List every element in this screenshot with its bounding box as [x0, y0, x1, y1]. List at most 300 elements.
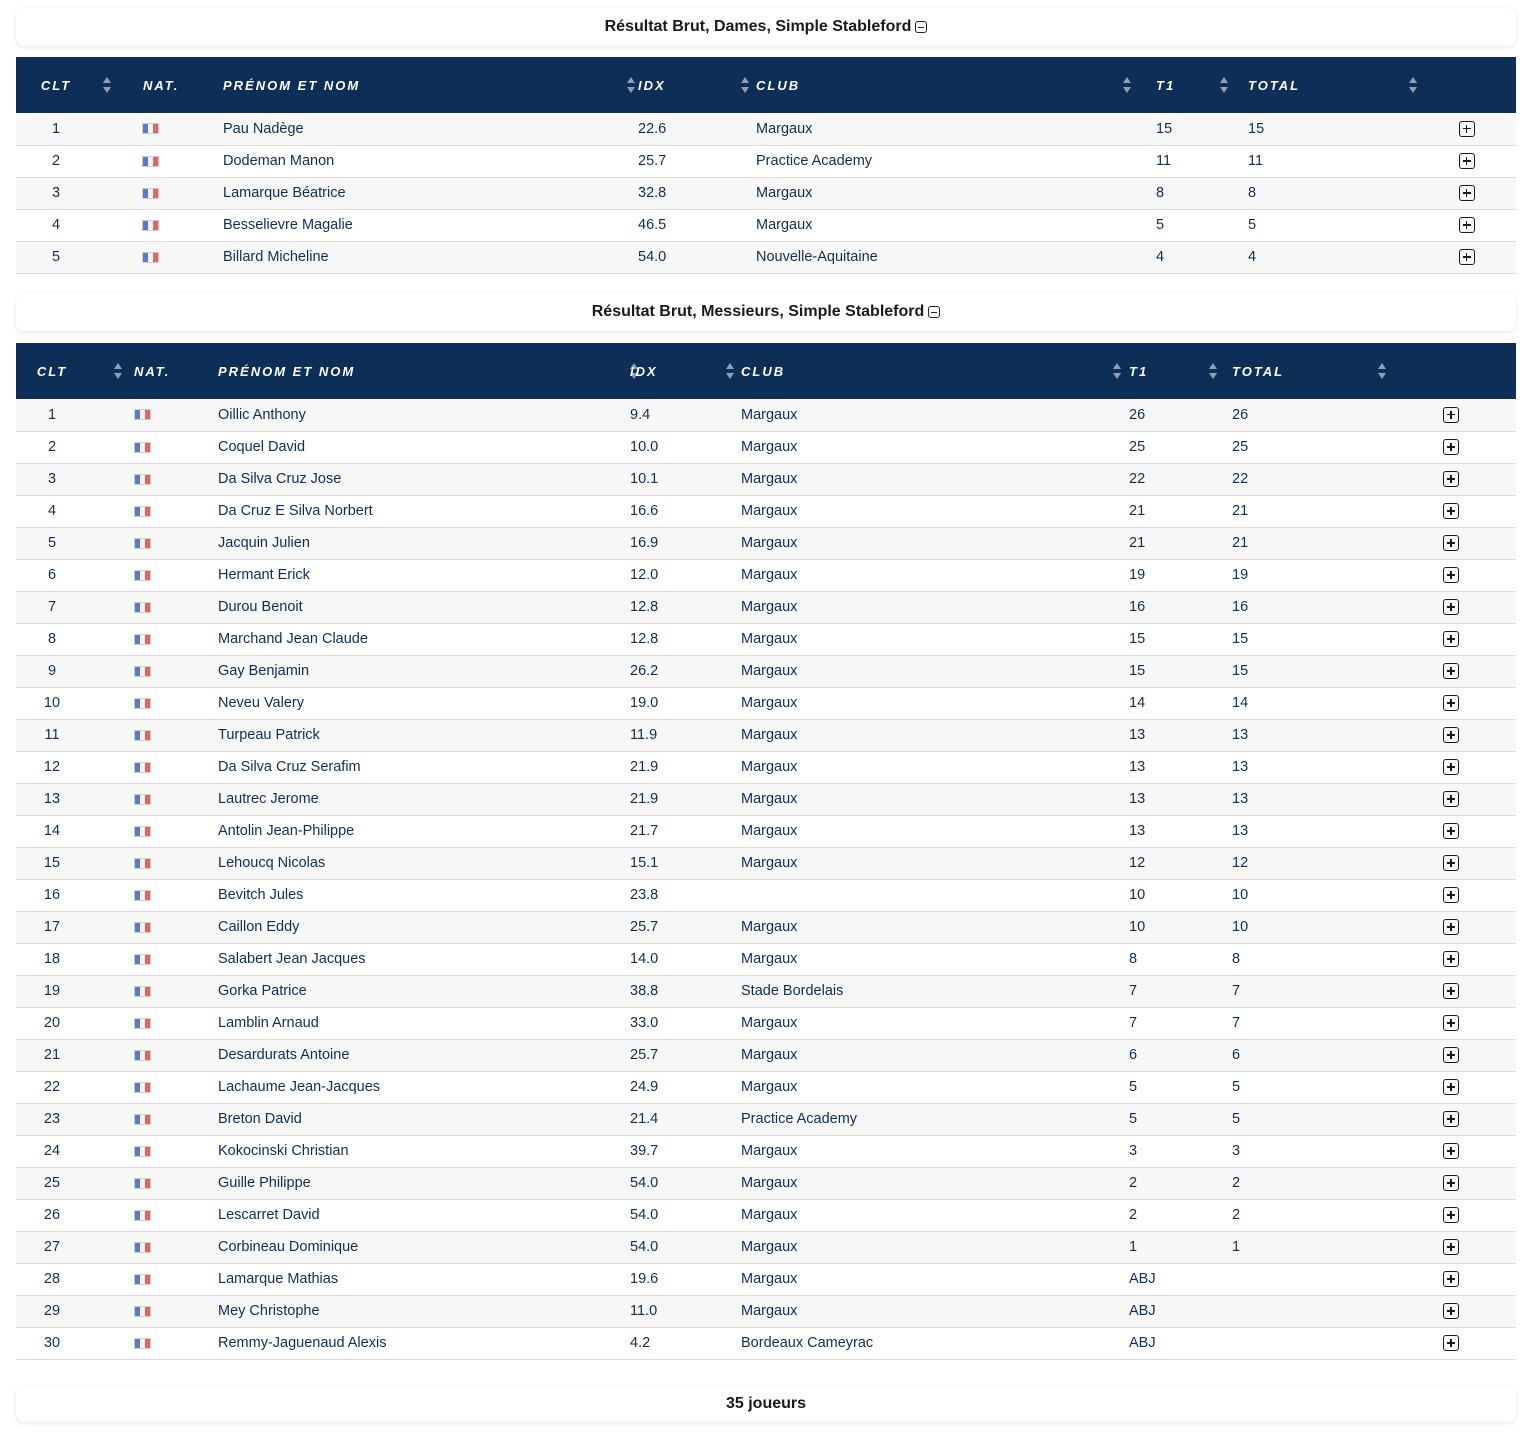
total-cell: [1217, 1263, 1386, 1295]
index-cell: 4.2: [630, 1335, 651, 1351]
nationality-cell: [88, 943, 218, 975]
row-expand-cell: [1386, 495, 1516, 527]
index-cell: 54.0: [630, 1239, 659, 1255]
t1-cell: 21: [1129, 535, 1146, 551]
club-cell: Margaux: [756, 120, 813, 137]
row-expand-cell: [1386, 463, 1516, 495]
plus-square-icon[interactable]: [1443, 1335, 1459, 1351]
player-name-cell: Hermant Erick: [218, 567, 310, 583]
player-name-cell: Lachaume Jean-Jacques: [218, 1079, 381, 1095]
column-header-idx[interactable]: IDX: [638, 57, 756, 113]
plus-square-icon[interactable]: [1443, 1015, 1459, 1031]
row-expand-cell: [1386, 1167, 1516, 1199]
index-cell: 15.1: [630, 855, 659, 871]
rank-cell: 8: [47, 631, 57, 647]
total-cell: 2: [1232, 1175, 1241, 1191]
player-name-cell: Bevitch Jules: [218, 887, 304, 903]
nationality-cell: [88, 527, 218, 559]
nationality-cell: [96, 177, 223, 209]
row-expand-cell: [1417, 113, 1516, 145]
france-flag-icon: [134, 1242, 151, 1253]
row-expand-cell: [1386, 623, 1516, 655]
index-cell: 10.1: [630, 471, 659, 487]
sort-icon[interactable]: [741, 77, 750, 93]
table-row: [16, 1103, 1516, 1135]
nationality-cell: [88, 1039, 218, 1071]
section-title-text: Résultat Brut, Messieurs, Simple Stableford: [591, 303, 925, 320]
france-flag-icon: [142, 123, 159, 134]
t1-cell: 2: [1129, 1175, 1138, 1191]
sort-icon[interactable]: [1123, 77, 1132, 93]
row-expand-cell: [1386, 399, 1516, 431]
france-flag-icon: [142, 252, 159, 263]
t1-cell: 15: [1129, 631, 1146, 647]
table-row: [16, 1007, 1516, 1039]
total-cell: 14: [1232, 695, 1249, 711]
total-cell: 10: [1232, 919, 1249, 935]
t1-cell: 26: [1129, 406, 1146, 423]
plus-square-icon[interactable]: [1443, 407, 1459, 423]
player-name-cell: Lamblin Arnaud: [218, 1015, 319, 1031]
plus-square-icon[interactable]: [1443, 1175, 1459, 1191]
nationality-cell: [96, 113, 223, 145]
club-cell: Nouvelle-Aquitaine: [756, 249, 878, 265]
table-row: [16, 145, 1516, 177]
index-cell: 24.9: [630, 1079, 659, 1095]
club-cell: Margaux: [741, 1079, 798, 1095]
t1-cell: 13: [1129, 759, 1146, 775]
index-cell: 12.0: [630, 567, 659, 583]
plus-square-icon[interactable]: [1443, 535, 1459, 551]
player-name-cell: Besselievre Magalie: [223, 217, 353, 233]
player-name-cell: Billard Micheline: [223, 249, 329, 265]
club-cell: Margaux: [741, 791, 798, 807]
index-cell: 16.9: [630, 535, 659, 551]
player-name-cell: Oillic Anthony: [218, 406, 306, 423]
table-row: [16, 495, 1516, 527]
rank-cell: 2: [47, 439, 57, 455]
sort-icon[interactable]: [726, 363, 735, 379]
player-name-cell: Antolin Jean-Philippe: [218, 823, 355, 839]
nationality-cell: [88, 975, 218, 1007]
france-flag-icon: [134, 474, 151, 485]
t1-cell: 13: [1129, 823, 1146, 839]
plus-square-icon[interactable]: [1443, 1079, 1459, 1095]
table-row: [16, 943, 1516, 975]
club-cell: Stade Bordelais: [741, 983, 844, 999]
nationality-cell: [88, 1167, 218, 1199]
rank-cell: 5: [47, 535, 57, 551]
index-cell: 25.7: [630, 1047, 659, 1063]
player-name-cell: Lamarque Mathias: [218, 1271, 339, 1287]
club-cell: Practice Academy: [756, 153, 873, 169]
t1-cell: 3: [1129, 1143, 1138, 1159]
index-cell: 54.0: [630, 1175, 659, 1191]
column-header-name[interactable]: PRÉNOM ET NOM: [218, 343, 630, 399]
results-table-messieurs: [16, 343, 1516, 1360]
nationality-cell: [88, 719, 218, 751]
nationality-cell: [96, 241, 223, 273]
results-table-dames: [16, 57, 1516, 274]
rank-cell: 3: [51, 185, 61, 201]
club-cell: Margaux: [741, 535, 798, 551]
total-cell: 13: [1232, 823, 1249, 839]
france-flag-icon: [134, 634, 151, 645]
section-title-text: Résultat Brut, Dames, Simple Stableford: [604, 18, 912, 35]
total-cell: 15: [1232, 631, 1249, 647]
table-row: [16, 623, 1516, 655]
club-cell: Margaux: [741, 599, 798, 615]
column-header-total[interactable]: TOTAL: [1217, 343, 1386, 399]
plus-square-icon[interactable]: [1443, 1271, 1459, 1287]
table-row: [16, 655, 1516, 687]
rank-cell: 20: [43, 1015, 61, 1031]
t1-cell: 15: [1156, 120, 1173, 137]
rank-cell: 26: [43, 1207, 61, 1223]
france-flag-icon: [134, 730, 151, 741]
club-cell: Margaux: [741, 951, 798, 967]
france-flag-icon: [134, 954, 151, 965]
player-name-cell: Guille Philippe: [218, 1175, 311, 1191]
t1-cell: 14: [1129, 695, 1146, 711]
table-row: [16, 527, 1516, 559]
table-row: [16, 241, 1516, 273]
column-header-clt[interactable]: CLT: [16, 57, 96, 113]
rank-cell: 21: [43, 1047, 61, 1063]
nationality-cell: [88, 751, 218, 783]
rank-cell: 6: [47, 567, 57, 583]
plus-square-icon[interactable]: [1459, 185, 1475, 201]
total-cell: 19: [1232, 567, 1249, 583]
plus-square-icon[interactable]: [1443, 631, 1459, 647]
players-count-footer: [16, 1386, 1516, 1422]
rank-cell: 18: [43, 951, 61, 967]
total-cell: 5: [1248, 217, 1257, 233]
rank-cell: 10: [43, 695, 61, 711]
total-cell: 15: [1248, 120, 1265, 137]
club-cell: [741, 879, 1113, 911]
rank-cell: 19: [43, 983, 61, 999]
plus-square-icon[interactable]: [1443, 471, 1459, 487]
row-expand-cell: [1386, 431, 1516, 463]
total-cell: 16: [1232, 599, 1249, 615]
row-expand-cell: [1386, 687, 1516, 719]
total-cell: 5: [1232, 1079, 1241, 1095]
index-cell: 21.4: [630, 1111, 659, 1127]
index-cell: 54.0: [630, 1207, 659, 1223]
france-flag-icon: [134, 1050, 151, 1061]
row-expand-cell: [1386, 879, 1516, 911]
total-cell: 3: [1232, 1143, 1241, 1159]
row-expand-cell: [1417, 145, 1516, 177]
rank-cell: 23: [43, 1111, 61, 1127]
rank-cell: 9: [47, 663, 57, 679]
total-cell: 21: [1232, 503, 1249, 519]
table-row: [16, 719, 1516, 751]
table-row: [16, 1263, 1516, 1295]
index-cell: 46.5: [638, 217, 667, 233]
plus-square-icon[interactable]: [1443, 1239, 1459, 1255]
nationality-cell: [88, 687, 218, 719]
plus-square-icon[interactable]: [1443, 759, 1459, 775]
france-flag-icon: [134, 1210, 151, 1221]
index-cell: 12.8: [630, 599, 659, 615]
t1-cell: 4: [1156, 249, 1165, 265]
player-name-cell: Corbineau Dominique: [218, 1239, 359, 1255]
plus-square-icon[interactable]: [1459, 217, 1475, 233]
player-name-cell: Da Cruz E Silva Norbert: [218, 503, 373, 519]
plus-square-icon[interactable]: [1443, 567, 1459, 583]
plus-square-icon[interactable]: [1443, 727, 1459, 743]
plus-square-icon[interactable]: [1459, 153, 1475, 169]
player-name-cell: Marchand Jean Claude: [218, 631, 368, 647]
france-flag-icon: [134, 1306, 151, 1317]
plus-square-icon[interactable]: [1443, 695, 1459, 711]
plus-square-icon[interactable]: [1443, 823, 1459, 839]
france-flag-icon: [134, 890, 151, 901]
plus-square-icon[interactable]: [1443, 983, 1459, 999]
index-cell: 54.0: [638, 249, 667, 265]
t1-cell: 19: [1129, 567, 1146, 583]
index-cell: 23.8: [630, 887, 659, 903]
column-header-nat[interactable]: NAT.: [143, 77, 180, 93]
table-row: [16, 209, 1516, 241]
section-title-dames: [16, 8, 1516, 46]
row-expand-cell: [1386, 1263, 1516, 1295]
table-row: [16, 559, 1516, 591]
total-cell: 15: [1232, 663, 1249, 679]
nationality-cell: [88, 1263, 218, 1295]
column-header-name[interactable]: PRÉNOM ET NOM: [223, 57, 638, 113]
club-cell: Margaux: [741, 823, 798, 839]
rank-cell: 30: [43, 1335, 61, 1351]
plus-square-icon[interactable]: [1443, 919, 1459, 935]
france-flag-icon: [134, 666, 151, 677]
rank-cell: 22: [43, 1079, 61, 1095]
rank-cell: 1: [47, 406, 57, 423]
t1-cell: 5: [1129, 1079, 1138, 1095]
index-cell: 33.0: [630, 1015, 659, 1031]
index-cell: 21.9: [630, 759, 659, 775]
row-expand-cell: [1417, 241, 1516, 273]
nationality-cell: [88, 623, 218, 655]
nationality-cell: [88, 911, 218, 943]
column-header-club[interactable]: CLUB: [741, 343, 1113, 399]
club-cell: Margaux: [741, 1303, 798, 1319]
rank-cell: 11: [44, 727, 60, 743]
table-row: [16, 687, 1516, 719]
plus-square-icon[interactable]: [1443, 887, 1459, 903]
index-cell: 39.7: [630, 1143, 659, 1159]
nationality-cell: [88, 1071, 218, 1103]
plus-square-icon[interactable]: [1459, 249, 1475, 265]
table-row: [16, 399, 1516, 431]
t1-cell: 12: [1129, 855, 1146, 871]
plus-square-icon[interactable]: [1443, 1303, 1459, 1319]
column-header-total[interactable]: TOTAL: [1227, 57, 1417, 113]
column-header-idx[interactable]: IDX: [630, 343, 741, 399]
table-row: [16, 975, 1516, 1007]
total-cell: 25: [1232, 439, 1249, 455]
table-header-row: [16, 57, 1516, 113]
france-flag-icon: [134, 570, 151, 581]
plus-square-icon[interactable]: [1443, 791, 1459, 807]
france-flag-icon: [134, 826, 151, 837]
player-name-cell: Pau Nadège: [223, 120, 304, 137]
column-header-clt[interactable]: CLT: [16, 343, 88, 399]
table-row: [16, 1135, 1516, 1167]
plus-square-icon[interactable]: [1443, 855, 1459, 871]
total-cell: 2: [1232, 1207, 1241, 1223]
table-row: [16, 463, 1516, 495]
plus-square-icon[interactable]: [1443, 1047, 1459, 1063]
rank-cell: 1: [51, 120, 61, 137]
club-cell: Bordeaux Cameyrac: [741, 1335, 874, 1351]
table-row: [16, 1039, 1516, 1071]
row-expand-cell: [1386, 591, 1516, 623]
row-expand-cell: [1386, 975, 1516, 1007]
rank-cell: 17: [43, 919, 61, 935]
france-flag-icon: [134, 1114, 151, 1125]
rank-cell: 24: [43, 1143, 61, 1159]
france-flag-icon: [134, 409, 151, 420]
row-expand-cell: [1386, 719, 1516, 751]
club-cell: Margaux: [741, 406, 798, 423]
france-flag-icon: [134, 1018, 151, 1029]
table-row: [16, 1071, 1516, 1103]
t1-cell: 2: [1129, 1207, 1138, 1223]
plus-square-icon[interactable]: [1443, 1207, 1459, 1223]
row-expand-cell: [1386, 1071, 1516, 1103]
nationality-cell: [88, 559, 218, 591]
row-expand-cell: [1386, 527, 1516, 559]
t1-cell: 25: [1129, 439, 1146, 455]
column-header-actions: [1417, 57, 1516, 113]
row-expand-cell: [1386, 911, 1516, 943]
rank-cell: 13: [43, 791, 61, 807]
total-cell: 7: [1232, 983, 1241, 999]
nationality-cell: [88, 1103, 218, 1135]
index-cell: 38.8: [630, 983, 659, 999]
club-cell: Margaux: [741, 727, 798, 743]
column-header-t1[interactable]: T1: [1138, 57, 1227, 113]
player-name-cell: Caillon Eddy: [218, 919, 300, 935]
total-cell: 13: [1232, 759, 1249, 775]
total-cell: 13: [1232, 791, 1249, 807]
row-expand-cell: [1417, 209, 1516, 241]
table-row: [16, 751, 1516, 783]
row-expand-cell: [1386, 1039, 1516, 1071]
rank-cell: 4: [51, 217, 61, 233]
t1-cell: 5: [1129, 1111, 1138, 1127]
france-flag-icon: [134, 762, 151, 773]
player-name-cell: Remmy-Jaguenaud Alexis: [218, 1335, 387, 1351]
column-header-nat[interactable]: NAT.: [134, 363, 171, 379]
total-cell: 8: [1248, 185, 1257, 201]
table-row: [16, 879, 1516, 911]
sort-icon[interactable]: [627, 77, 636, 93]
table-row: [16, 1167, 1516, 1199]
rank-cell: 27: [43, 1239, 61, 1255]
nationality-cell: [88, 847, 218, 879]
nationality-cell: [96, 145, 223, 177]
player-name-cell: Neveu Valery: [218, 695, 304, 711]
france-flag-icon: [134, 1274, 151, 1285]
table-row: [16, 113, 1516, 145]
t1-cell: 10: [1129, 919, 1146, 935]
france-flag-icon: [134, 506, 151, 517]
column-header-club[interactable]: CLUB: [756, 57, 1138, 113]
nationality-cell: [88, 879, 218, 911]
t1-cell: ABJ: [1129, 1335, 1156, 1351]
france-flag-icon: [134, 858, 151, 869]
row-expand-cell: [1386, 943, 1516, 975]
player-name-cell: Durou Benoit: [218, 599, 303, 615]
total-cell: 11: [1248, 153, 1264, 169]
minus-square-icon[interactable]: [915, 21, 927, 33]
table-row: [16, 815, 1516, 847]
total-cell: 12: [1232, 855, 1249, 871]
row-expand-cell: [1386, 1007, 1516, 1039]
player-name-cell: Salabert Jean Jacques: [218, 951, 366, 967]
nationality-cell: [88, 815, 218, 847]
club-cell: Practice Academy: [741, 1111, 858, 1127]
section-title-messieurs: [16, 293, 1516, 331]
player-name-cell: Gay Benjamin: [218, 663, 310, 679]
france-flag-icon: [134, 986, 151, 997]
club-cell: Margaux: [741, 1239, 798, 1255]
nationality-cell: [88, 783, 218, 815]
table-row: [16, 591, 1516, 623]
index-cell: 14.0: [630, 951, 659, 967]
row-expand-cell: [1386, 1231, 1516, 1263]
rank-cell: 29: [43, 1303, 61, 1319]
player-name-cell: Turpeau Patrick: [218, 727, 320, 743]
plus-square-icon[interactable]: [1443, 1111, 1459, 1127]
index-cell: 12.8: [630, 631, 659, 647]
plus-square-icon[interactable]: [1443, 503, 1459, 519]
index-cell: 21.9: [630, 791, 659, 807]
club-cell: Margaux: [756, 217, 813, 233]
france-flag-icon: [134, 1338, 151, 1349]
t1-cell: 13: [1129, 791, 1146, 807]
france-flag-icon: [134, 1082, 151, 1093]
total-cell: 6: [1232, 1047, 1241, 1063]
rank-cell: 14: [43, 823, 61, 839]
plus-square-icon[interactable]: [1443, 599, 1459, 615]
index-cell: 9.4: [630, 406, 651, 423]
rank-cell: 16: [43, 887, 61, 903]
nationality-cell: [88, 431, 218, 463]
player-name-cell: Breton David: [218, 1111, 302, 1127]
index-cell: 19.6: [630, 1271, 659, 1287]
row-expand-cell: [1386, 1135, 1516, 1167]
player-name-cell: Jacquin Julien: [218, 535, 310, 551]
plus-square-icon[interactable]: [1443, 1143, 1459, 1159]
minus-square-icon[interactable]: [928, 306, 940, 318]
plus-square-icon[interactable]: [1443, 439, 1459, 455]
row-expand-cell: [1386, 1199, 1516, 1231]
france-flag-icon: [142, 220, 159, 231]
rank-cell: 15: [43, 855, 61, 871]
table-row: [16, 1327, 1516, 1359]
total-cell: 7: [1232, 1015, 1241, 1031]
plus-square-icon[interactable]: [1459, 121, 1475, 137]
column-header-t1[interactable]: T1: [1113, 343, 1217, 399]
plus-square-icon[interactable]: [1443, 951, 1459, 967]
t1-cell: 6: [1129, 1047, 1138, 1063]
plus-square-icon[interactable]: [1443, 663, 1459, 679]
